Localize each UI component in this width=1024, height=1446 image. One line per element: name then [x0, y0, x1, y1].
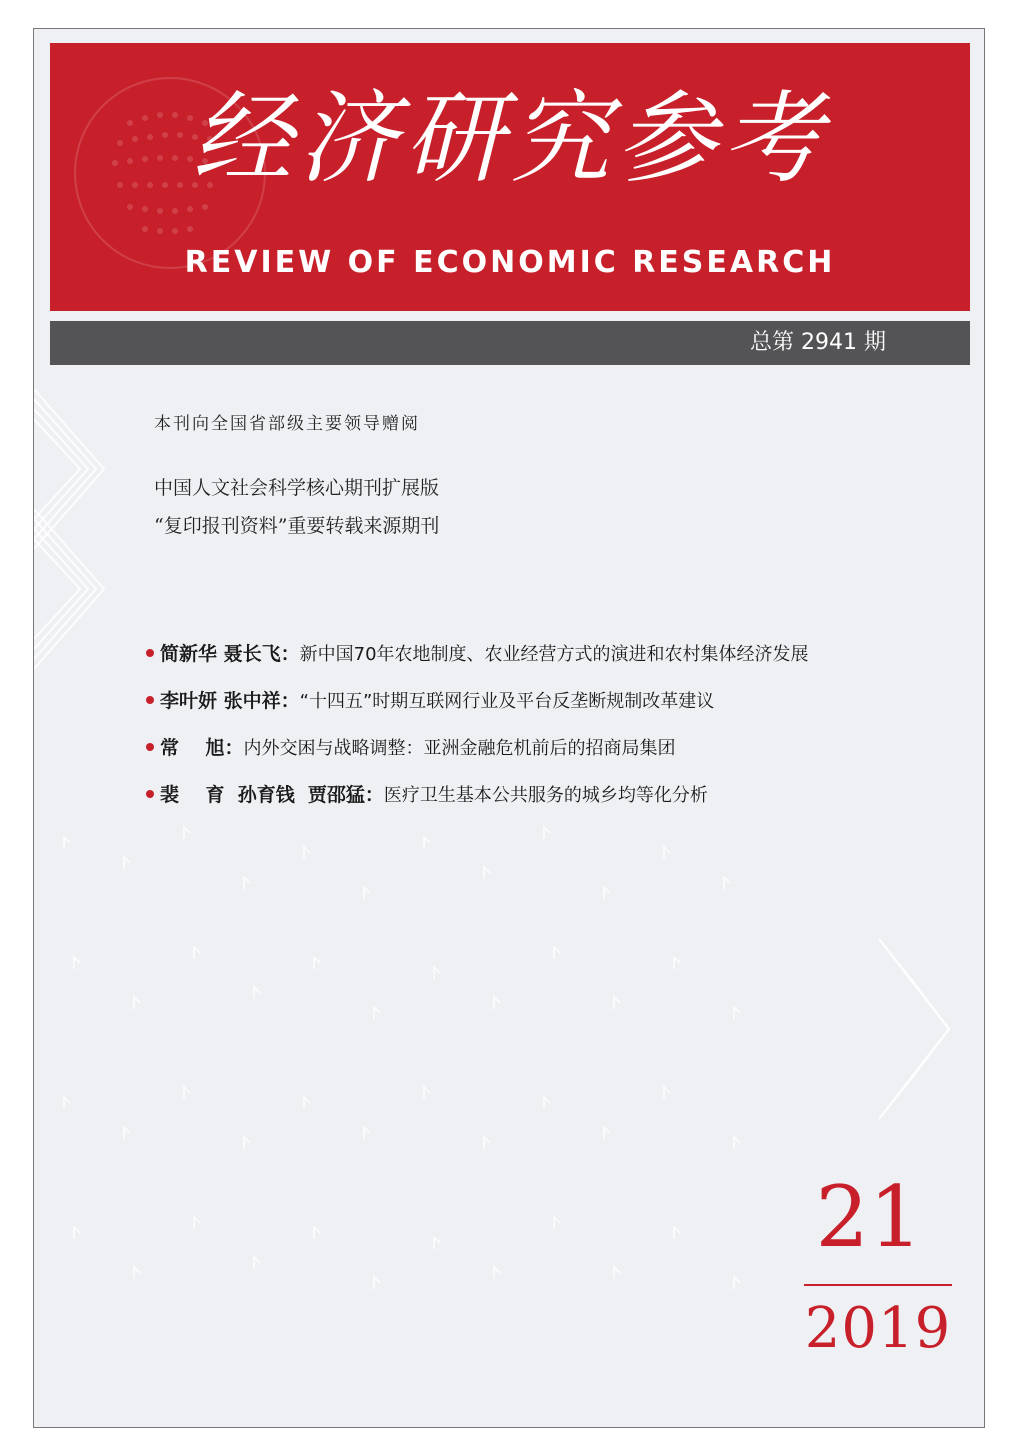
- bullet-icon: [146, 649, 154, 657]
- journal-title-en: REVIEW OF ECONOMIC RESEARCH: [184, 245, 836, 280]
- article-item: [146, 723, 976, 770]
- article-authors: 李叶妍 张中祥：: [160, 690, 300, 712]
- bullet-icon: [146, 696, 154, 704]
- issue-year: 2019: [804, 1296, 952, 1361]
- issue-number: 21: [815, 1168, 923, 1266]
- article-item: [146, 676, 976, 723]
- title-banner: [50, 43, 970, 311]
- distribution-note: 本刊向全国省部级主要领导赠阅: [154, 414, 420, 434]
- article-title: 内外交困与战略调整：亚洲金融危机前后的招商局集团: [243, 737, 676, 759]
- journal-cover: [33, 28, 985, 1428]
- bullet-icon: [146, 743, 154, 751]
- bullet-icon: [146, 790, 154, 798]
- article-list: [146, 629, 976, 817]
- journal-title-cn: 经济研究参考: [192, 80, 828, 197]
- reprint-source-note: “复印报刊资料”重要转载来源期刊: [154, 515, 440, 537]
- article-item: [146, 770, 976, 817]
- article-title: 新中国70年农地制度、农业经营方式的演进和农村集体经济发展: [299, 643, 809, 665]
- article-authors: 常 旭：: [160, 737, 244, 759]
- article-authors: 简新华 聂长飞：: [160, 643, 300, 665]
- issue-divider: [804, 1284, 952, 1286]
- article-title: “十四五”时期互联网行业及平台反垄断规制改革建议: [299, 690, 715, 712]
- issue-total-number: 总第 2941 期: [750, 330, 886, 355]
- article-item: [146, 629, 976, 676]
- core-journal-note: 中国人文社会科学核心期刊扩展版: [154, 477, 440, 499]
- issue-bar: [50, 321, 970, 365]
- article-authors: 裴 育 孙育钱 贾邵猛：: [160, 784, 384, 806]
- article-title: 医疗卫生基本公共服务的城乡均等化分析: [383, 784, 708, 806]
- right-chevron-decoration: [879, 929, 959, 1129]
- left-chevron-decoration: [34, 359, 114, 699]
